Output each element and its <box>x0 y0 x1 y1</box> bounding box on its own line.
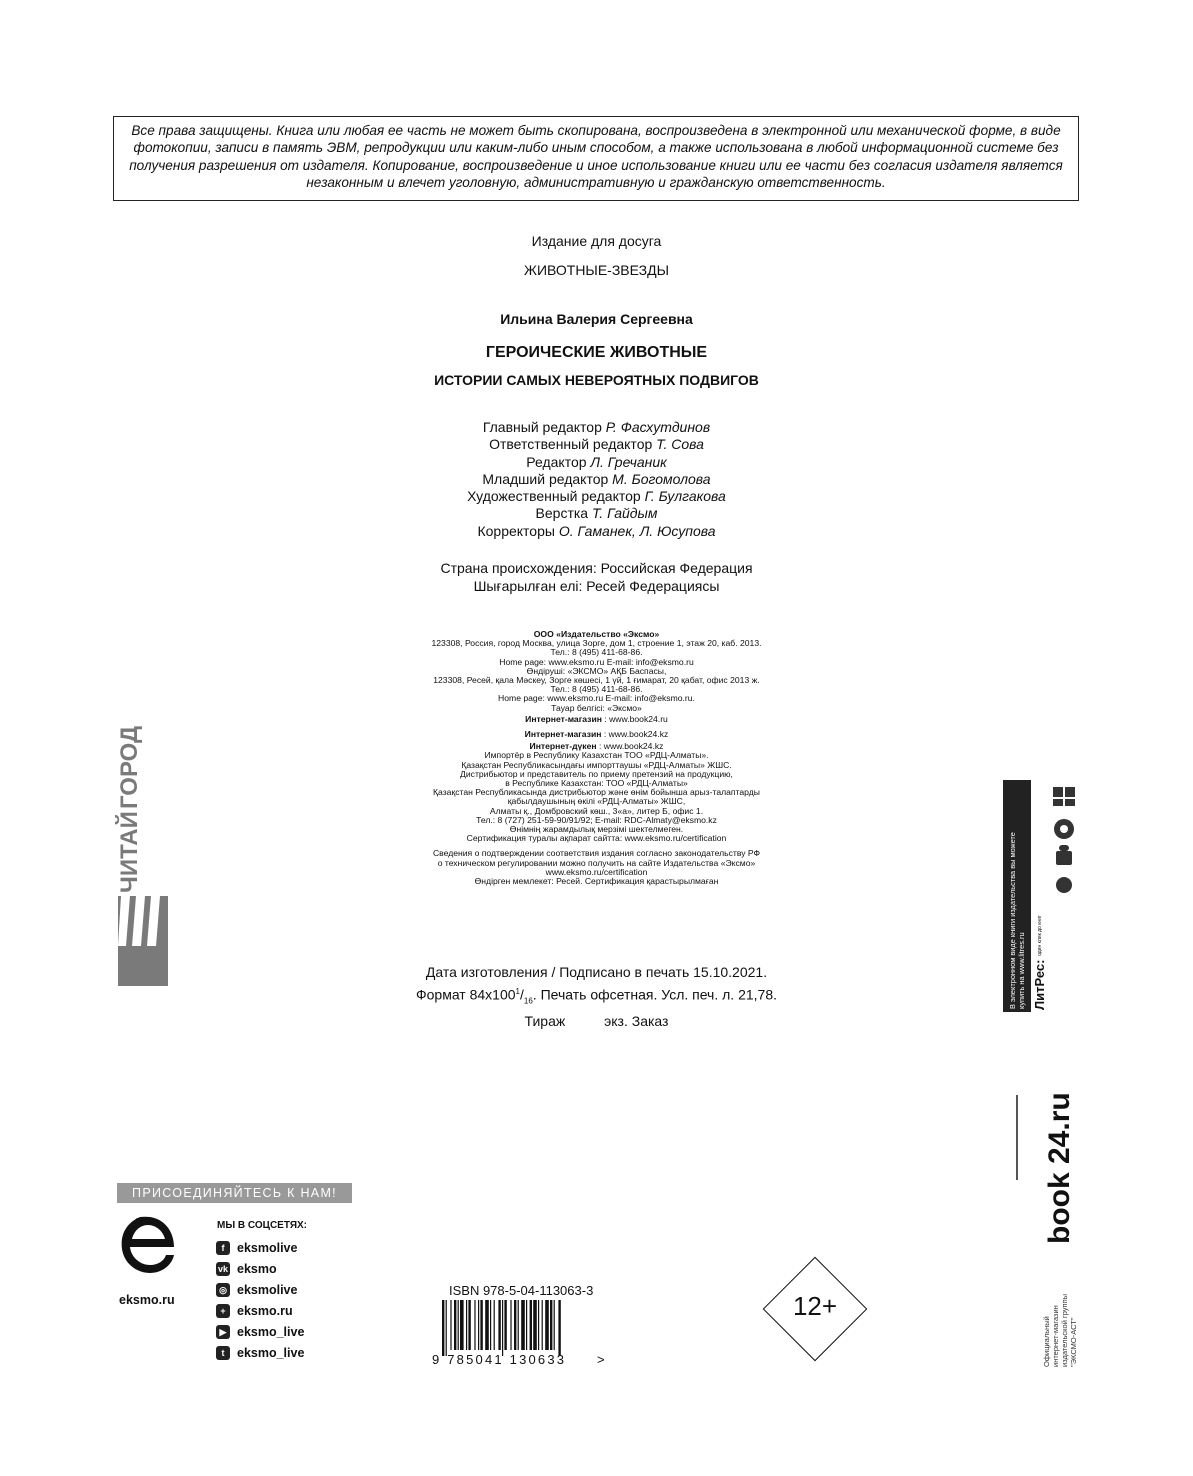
print-run: Тираж экз. Заказ <box>524 1013 669 1030</box>
barcode <box>440 1300 610 1356</box>
imprint-line: Дистрибьютор и представитель по приему претензий на продукцию, <box>460 768 733 779</box>
barcode-digits: 9 785041 130633 <box>432 1352 567 1367</box>
credit-line: Редактор Л. Гречаник <box>526 453 667 470</box>
social-instagram[interactable]: ◎ eksmolive <box>216 1283 297 1297</box>
litres-ebook-note: В электронном виде книги издательства вы можете купить на www.litres.ru <box>1008 832 1026 1009</box>
barcode-bar <box>542 1300 543 1350</box>
imprint-line: Тел.: 8 (495) 411-68-86. <box>550 647 643 658</box>
barcode-bar <box>474 1300 475 1350</box>
barcode-bar <box>526 1300 527 1350</box>
barcode-bar <box>480 1300 482 1350</box>
eksmo-site[interactable]: eksmo.ru <box>119 1293 175 1307</box>
credit-line: Младший редактор М. Богомолова <box>482 470 711 487</box>
social-vk[interactable]: vk eksmo <box>217 1262 277 1276</box>
imprint-line: Өндіруші: «ЭКСМО» АҚБ Баспасы, <box>526 665 667 676</box>
social-youtube[interactable]: ▶ eksmo_live <box>216 1325 304 1339</box>
litres-logo: ЛитРес: один клик до книг <box>1032 915 1047 1010</box>
twitter-icon: t <box>216 1346 230 1360</box>
chitai-word: ЧИТАЙ <box>116 811 143 893</box>
social-title: МЫ В СОЦСЕТЯХ: <box>217 1220 308 1231</box>
imprint-line: Өндірген мемлекет: Ресей. Сертификация қарастырылмаған <box>474 876 719 887</box>
litres-dark-strip <box>1003 780 1031 1012</box>
rights-notice: Все права защищены. Книга или любая ее часть не может быть скопирована, воспроизведена в электронной или механической форме, в виде фотокопии, записи в память ЭВМ, репродукции или каким-либо иным способом, а также использована в любой информационной системе без получения разрешения от издателя. Копирование, воспроизведение и иное использование книги или ее части без согласия издателя является незаконным и влечет уголовную, административную и гражданскую ответственность. <box>113 116 1079 201</box>
imprint-line: www.eksmo.ru/certification <box>545 866 648 877</box>
imprint-line: 123308, Россия, город Москва, улица Зорге, дом 1, строение 1, этаж 20, каб. 2013. <box>431 638 762 649</box>
barcode-bar <box>442 1300 444 1356</box>
imprint-line: 123308, Ресей, қала Мәскеу, Зорге көшесі, 1 үй, 1 ғимарат, 20 қабат, офис 2013 ж. <box>433 675 760 686</box>
imprint-line: Импортёр в Республику Казахстан ТОО «РДЦ-Алматы». <box>484 750 709 761</box>
barcode-bar <box>545 1300 549 1350</box>
chitai-gorod-wordmark <box>116 726 168 893</box>
credits-block <box>0 419 1193 540</box>
barcode-bar <box>458 1300 459 1350</box>
edition-type: Издание для досуга <box>531 233 662 249</box>
barcode-bar <box>478 1300 479 1350</box>
barcode-bar <box>468 1300 470 1350</box>
isbn: ISBN 978-5-04-113063-3 <box>449 1283 594 1298</box>
join-us-banner: ПРИСОЕДИНЯЙТЕСЬ К НАМ! <box>117 1183 352 1203</box>
barcode-bar <box>454 1300 456 1350</box>
imprint-line: Алматы қ., Домбровский көш., 3«а», литер Б, офис 1. <box>489 805 704 816</box>
social-site[interactable]: + eksmo.ru <box>216 1304 293 1318</box>
gorod-word: ГОРОД <box>116 726 143 810</box>
book24-divider <box>1016 1095 1018 1180</box>
shop-line: Интернет-магазин : www.book24.ru <box>525 713 668 724</box>
barcode-bar <box>466 1300 467 1350</box>
credit-line: Художественный редактор Г. Булгакова <box>467 488 726 505</box>
imprint-line: Сведения о подтверждении соответствия издания согласно законодательству РФ <box>432 848 761 859</box>
shop-line: Интернет-дүкен : www.book24.kz <box>529 741 664 752</box>
barcode-bar <box>494 1300 495 1350</box>
imprint-line: Тел.: 8 (727) 251-59-90/91/92; E-mail: RDC-Almaty@eksmo.kz <box>476 814 717 825</box>
credit-line: Верстка Т. Гайдым <box>535 505 658 522</box>
publisher-name: ООО «Издательство «Эксмо» <box>533 629 660 639</box>
imprint-line: Home page: www.eksmo.ru E-mail: info@eksmo.ru <box>499 656 694 667</box>
youtube-icon: ▶ <box>216 1325 230 1339</box>
credit-line: Главный редактор Р. Фасхутдинов <box>482 419 711 435</box>
imprint-line: Home page: www.eksmo.ru E-mail: info@eksmo.ru. <box>498 693 695 704</box>
barcode-bar <box>533 1300 537 1350</box>
barcode-bar <box>558 1300 560 1356</box>
imprint-line: Қазақстан Республикасында дистрибьютор және өнім бойынша арыз-талаптарды <box>433 787 760 798</box>
barcode-arrow: > <box>597 1352 605 1367</box>
barcode-bar <box>521 1300 525 1350</box>
barcode-bar <box>530 1300 532 1350</box>
origin-country-ru: Страна происхождения: Российская Федерация <box>440 560 753 576</box>
age-rating: 12+ <box>792 1291 838 1321</box>
credit-line: Ответственный редактор Т. Сова <box>489 436 704 453</box>
print-date: Дата изготовления / Подписано в печать 15.10.2021. <box>425 964 768 980</box>
imprint-line: Өнімнің жарамдылық мерзімі шектелмеген. <box>509 824 684 835</box>
imprint-line: о техническом регулировании можно получить на сайте Издательства «Эксмо» <box>437 857 756 868</box>
book24-wordmark: book 24.ru <box>1043 1092 1076 1244</box>
credit-line: Корректоры О. Гаманек, Л. Юсупова <box>477 522 716 539</box>
book-title: ГЕРОИЧЕСКИЕ ЖИВОТНЫЕ <box>485 344 708 361</box>
vk-icon: vk <box>217 1264 228 1274</box>
imprint-line: в Республике Казахстан: ТОО «РДЦ-Алматы» <box>505 778 688 789</box>
barcode-bar <box>538 1300 539 1350</box>
barcode-bar <box>504 1300 506 1350</box>
origin-country-kz: Шығарылған елі: Ресей Федерациясы <box>473 578 720 594</box>
eksmo-logo <box>118 1215 176 1277</box>
book-subtitle: ИСТОРИИ САМЫХ НЕВЕРОЯТНЫХ ПОДВИГОВ <box>434 372 759 388</box>
barcode-bar <box>510 1300 511 1350</box>
instagram-icon: ◎ <box>216 1283 230 1297</box>
barcode-bar <box>490 1300 491 1350</box>
barcode-bar <box>502 1300 503 1356</box>
print-format: Формат $84х100^1/_{16}$. Печать офсетная. Усл. печ. л. 21,78. <box>415 986 777 1006</box>
barcode-bar <box>450 1300 451 1350</box>
barcode-bar <box>446 1300 447 1356</box>
chitai-gorod-logo <box>116 726 168 986</box>
litres-panel <box>1003 780 1079 1012</box>
social-facebook[interactable]: f eksmolive <box>216 1241 297 1255</box>
platform-icons <box>1049 785 1079 895</box>
barcode-bar <box>460 1300 464 1350</box>
barcode-bar <box>498 1300 500 1350</box>
social-twitter[interactable]: t eksmo_live <box>216 1346 304 1360</box>
barcode-bar <box>550 1300 552 1350</box>
imprint-line: Тел.: 8 (495) 411-68-86. <box>550 684 643 695</box>
shop-line: Интернет-магазин : www.book24.kz <box>524 729 669 740</box>
book24-tagline: Официальный интернет-магазин издательской группы "ЭКСМО-АСТ" <box>1042 1293 1078 1367</box>
barcode-bar <box>554 1300 555 1350</box>
barcode-bar <box>514 1300 516 1350</box>
author-name: Ильина Валерия Сергеевна <box>500 311 693 327</box>
book24-logo <box>1030 1092 1090 1367</box>
imprint-line: Қазақстан Республикасындағы импорттаушы «РДЦ-Алматы» ЖШС. <box>461 759 732 770</box>
barcode-bar <box>518 1300 519 1350</box>
imprint-line: қабылдаушының өкілі «РДЦ-Алматы» ЖШС, <box>507 796 686 807</box>
series-name: ЖИВОТНЫЕ-ЗВЕЗДЫ <box>524 262 669 278</box>
imprint-line: Сертификация туралы ақпарат сайтта: www.eksmo.ru/certification <box>466 833 727 844</box>
facebook-icon: f <box>216 1241 230 1255</box>
barcode-bar <box>485 1300 489 1350</box>
imprint-line: Тауар белгісі: «Эксмо» <box>551 702 642 713</box>
site-icon: + <box>216 1304 230 1318</box>
